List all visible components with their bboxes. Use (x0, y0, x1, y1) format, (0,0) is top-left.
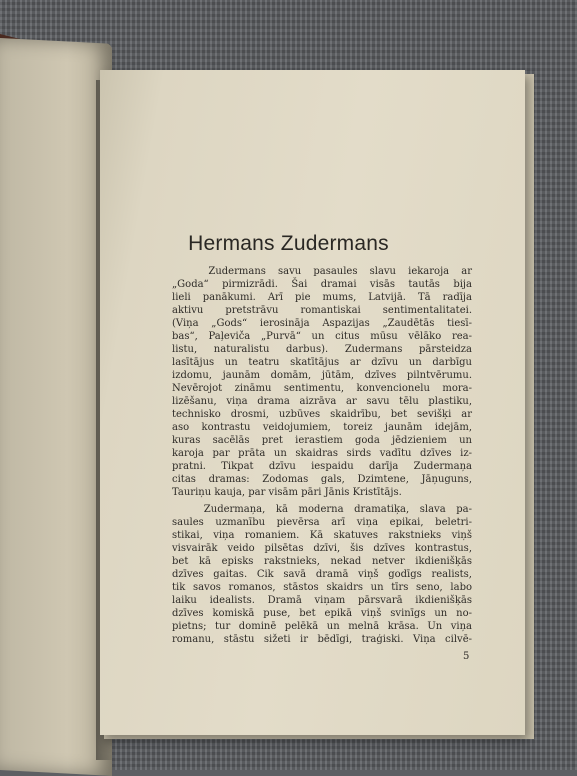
paragraph-1 (172, 265, 472, 499)
text-line: lizēšanu, viņa drama aizrāva ar savu tēlu plastiku, (172, 396, 472, 407)
text-line: kuras sacēlās pret ierastiem goda jēdzieniem un (172, 435, 472, 446)
text-line: izdomu, jaunām domām, jūtām, dzīves pilntvērumu. (172, 370, 472, 381)
text-line: listu, naturalistu darbus). Zudermans pārsteidza (172, 344, 472, 355)
text-line: citas dramas: Zodomas gals, Dzimtene, Jāņuguns, (172, 474, 472, 485)
text-line: (Viņa „Gods“ ierosināja Aspazijas „Zaudētās tiesī- (172, 318, 472, 329)
text-line: dzīves gaitas. Cik savā dramā viņš godīgs realists, (172, 569, 472, 580)
text-line: technisko drosmi, uzbūves skaidrību, bet sevišķi ar (172, 409, 472, 420)
text-line: aktivu pretstrāvu romantiskai sentimentalitatei. (172, 305, 472, 316)
text-line: romanu, stāstu sižeti ir bēdīgi, traģiski. Viņa cilvē- (172, 634, 472, 645)
body-text (172, 265, 472, 646)
text-line: lasītājus un teatru skatītājus ar dzīvu un darbīgu (172, 357, 472, 368)
text-line: visvairāk veido pilsētas dzīvi, šis dzīves kontrastus, (172, 543, 472, 554)
text-line: lieli panākumi. Arī pie mums, Latvijā. Tā radīja (172, 292, 472, 303)
text-line: bet kā episks rakstnieks, nekad netver ikdienišķās (172, 556, 472, 567)
paragraph-2 (172, 503, 472, 646)
text-line: tik savos romanos, stāstos skaidrs un tīrs seno, labo (172, 582, 472, 593)
text-line: dzīves komiskā puse, bet epikā viņš svinīgs un no- (172, 608, 472, 619)
text-line: pratni. Tikpat dzīvu iespaidu darīja Zudermaņa (172, 461, 472, 472)
text-line: saules uzmanību pievērsa arī viņa epikai, beletri- (172, 517, 472, 528)
text-line: bas“, Paļeviča „Purvā“ un citus mūsu vēlāko rea- (172, 331, 472, 342)
text-line: laiku idealists. Dramā viņam pārsvarā ikdienišķās (172, 595, 472, 606)
text-line: Nevērojot zināmu sentimentu, konvencionelu mora- (172, 383, 472, 394)
text-line: aso kontrastu veidojumiem, toreiz jaunām idejām, (172, 422, 472, 433)
text-line: stikai, viņa romaniem. Kā skatuves rakstnieks viņš (172, 530, 472, 541)
text-line: Zudermans savu pasaules slavu iekaroja ar (172, 266, 472, 277)
text-line: Zudermaņa, kā moderna dramatiķa, slava pa- (172, 504, 472, 515)
text-line: Tauriņu kauja, par visām pāri Jānis Kristītājs. (172, 487, 402, 498)
text-line: „Goda“ pirmizrādi. Šai dramai visās tautās bija (172, 279, 472, 290)
text-line: pietns; tur dominē pelēkā un melnā krāsa. Un viņa (172, 621, 472, 632)
page-title: Hermans Zudermans (188, 232, 389, 255)
text-line: karoja par prāta un skaidras sirds vadītu dzīves iz- (172, 448, 472, 459)
page-number: 5 (463, 651, 470, 662)
